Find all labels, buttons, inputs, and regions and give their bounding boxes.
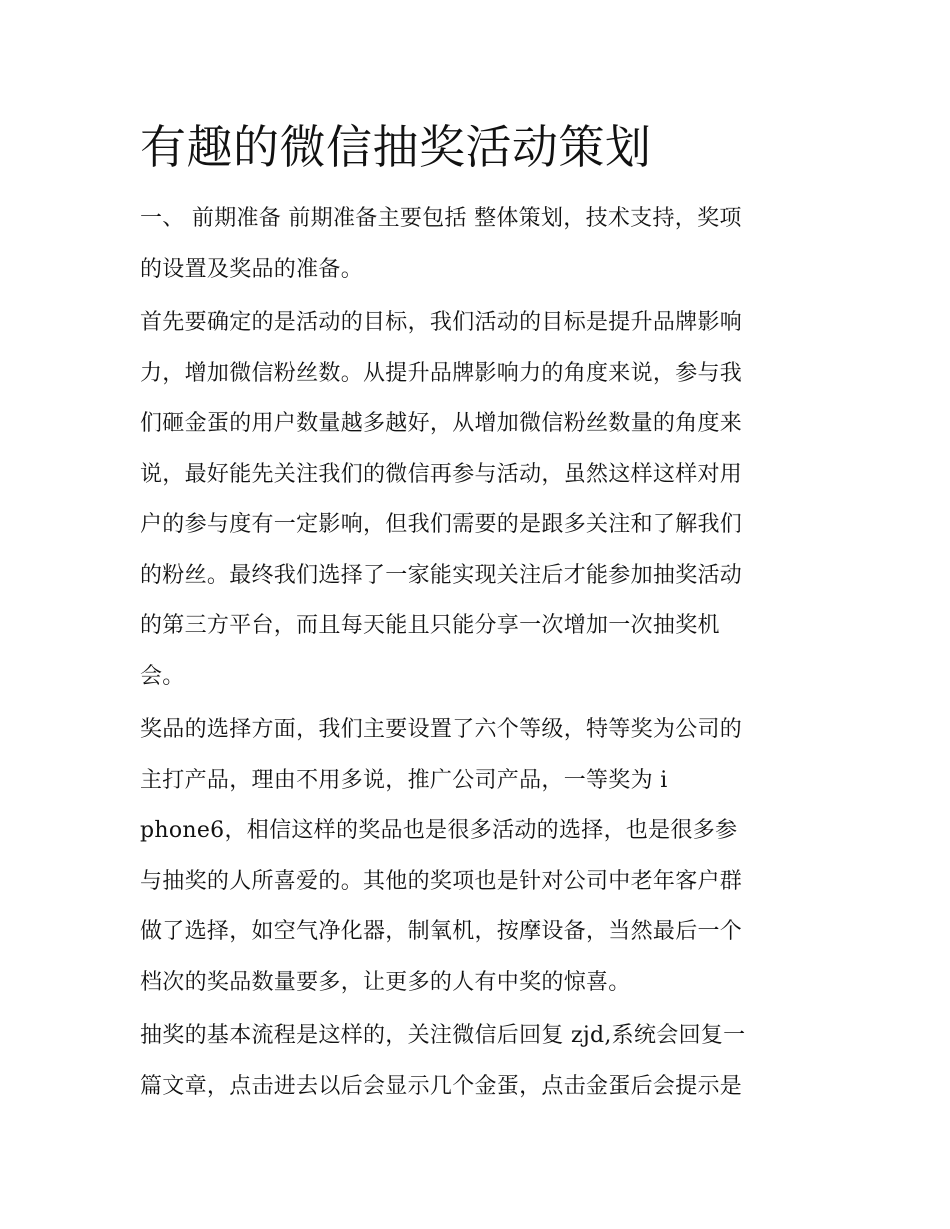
text-line: 首先要确定的是活动的目标，我们活动的目标是提升品牌影响 <box>140 310 743 335</box>
text-line: 力，增加微信粉丝数。从提升品牌影响力的角度来说，参与我 <box>140 360 743 386</box>
text-line: 的第三方平台，而且每天能且只能分享一次增加一次抽奖机 <box>140 613 720 638</box>
text-line: phone6，相信这样的奖品也是很多活动的选择，也是很多参 <box>140 818 738 843</box>
text-line: 与抽奖的人所喜爱的。其他的奖项也是针对公司中老年客户群 <box>140 868 743 894</box>
text-line: 说，最好能先关注我们的微信再参与活动，虽然这样这样对用 <box>140 461 743 487</box>
text-line: 做了选择，如空气净化器，制氧机，按摩设备，当然最后一个 <box>140 919 743 944</box>
text-line: 会。 <box>140 663 185 689</box>
text-line: 的设置及奖品的准备。 <box>140 256 364 282</box>
text-line: 户的参与度有一定影响，但我们需要的是跟多关注和了解我们 <box>140 512 743 537</box>
text-line: 主打产品，理由不用多说，推广公司产品，一等奖为 i <box>140 767 668 793</box>
paragraph-goals <box>140 298 820 702</box>
text-line: 档次的奖品数量要多，让更多的人有中奖的惊喜。 <box>140 969 631 995</box>
text-line: 篇文章，点击进去以后会显示几个金蛋，点击金蛋后会提示是 <box>140 1073 743 1099</box>
text-line: 抽奖的基本流程是这样的，关注微信后回复 zjd,系统会回复一 <box>140 1023 746 1048</box>
paragraph-prizes <box>140 705 820 1008</box>
text-line: 一、 前期准备 前期准备主要包括 整体策划，技术支持，奖项 <box>140 206 742 231</box>
text-line: 们砸金蛋的用户数量越多越好，从增加微信粉丝数量的角度来 <box>140 411 743 436</box>
text-line: 奖品的选择方面，我们主要设置了六个等级，特等奖为公司的 <box>140 717 743 742</box>
paragraph-preparation <box>140 194 820 295</box>
document-title: 有趣的微信抽奖活动策划 <box>140 120 652 174</box>
document-body <box>140 118 820 1115</box>
text-line: 的粉丝。最终我们选择了一家能实现关注后才能参加抽奖活动 <box>140 562 743 588</box>
paragraph-process <box>140 1011 820 1112</box>
